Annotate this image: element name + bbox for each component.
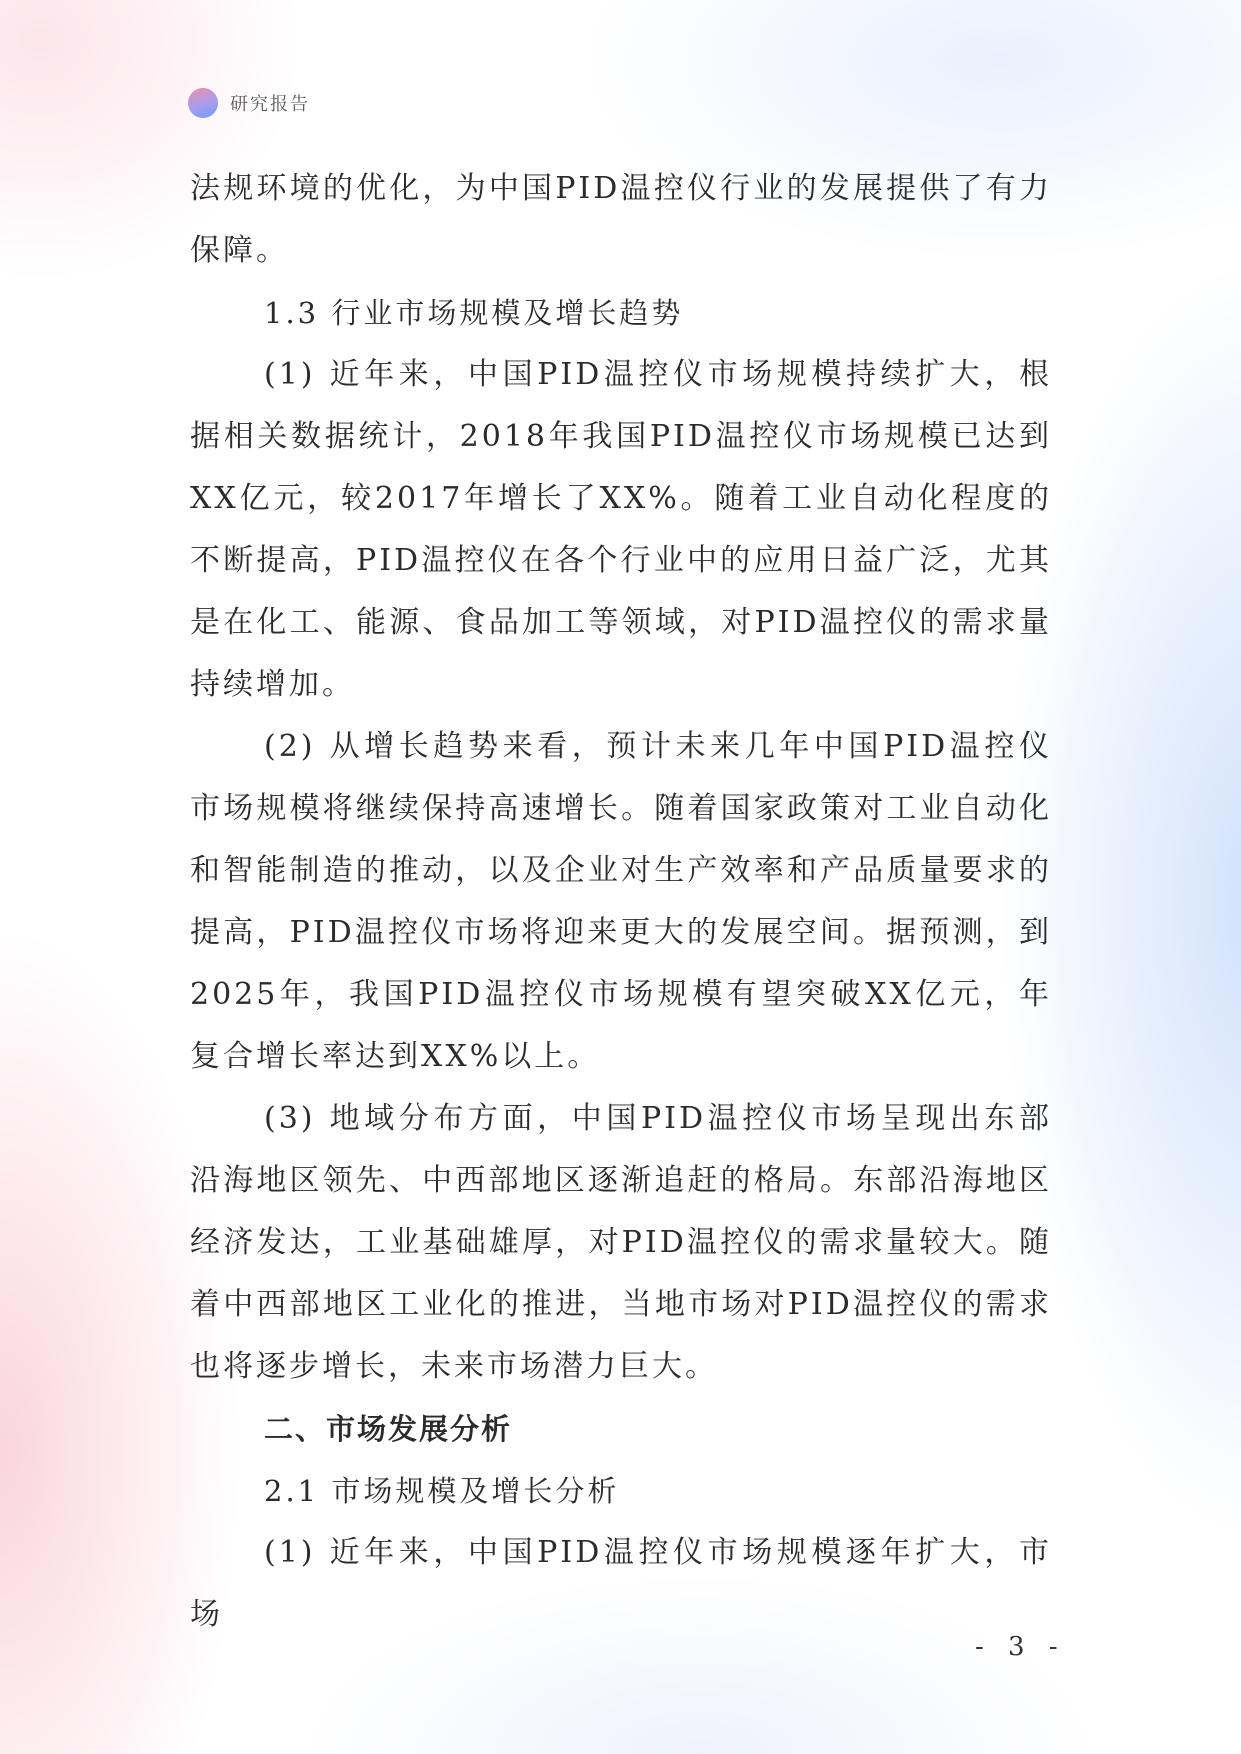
paragraph-1: (1) 近年来，中国PID温控仪市场规模持续扩大，根据相关数据统计，2018年我国PID温控仪市场规模已达到XX亿元，较2017年增长了XX%。随着工业自动化程度的不断提高，PID温控仪在各个行业中的应用日益广泛，尤其是在化工、能源、食品加工等领域，对PID温控仪的需求量持续增加。 — [190, 357, 1052, 702]
paragraph-4: (1) 近年来，中国PID温控仪市场规模逐年扩大，市场 — [190, 1535, 1052, 1632]
report-header — [188, 88, 310, 118]
header-title: 研究报告 — [230, 94, 310, 115]
section-heading-1-3: 1.3 行业市场规模及增长趋势 — [264, 296, 684, 330]
paragraph-continuation: 法规环境的优化，为中国PID温控仪行业的发展提供了有力保障。 — [190, 171, 1052, 268]
paragraph-2: (2) 从增长趋势来看，预计未来几年中国PID温控仪市场规模将继续保持高速增长。随着国家政策对工业自动化和智能制造的推动，以及企业对生产效率和产品质量要求的提高，PID温控仪市场将迎来更大的发展空间。据预测，到2025年，我国PID温控仪市场规模有望突破XX亿元，年复合增长率达到XX%以上。 — [190, 729, 1052, 1074]
document-body — [190, 158, 1052, 1646]
chapter-heading-2: 二、市场发展分析 — [264, 1412, 513, 1446]
paragraph-3: (3) 地域分布方面，中国PID温控仪市场呈现出东部沿海地区领先、中西部地区逐渐追赶的格局。东部沿海地区经济发达，工业基础雄厚，对PID温控仪的需求量较大。随着中西部地区工业化的推进，当地市场对PID温控仪的需求也将逐步增长，未来市场潜力巨大。 — [190, 1101, 1052, 1384]
logo-circle-icon — [188, 88, 218, 118]
section-heading-2-1: 2.1 市场规模及增长分析 — [264, 1474, 620, 1508]
page-number: - 3 - — [975, 1632, 1066, 1662]
